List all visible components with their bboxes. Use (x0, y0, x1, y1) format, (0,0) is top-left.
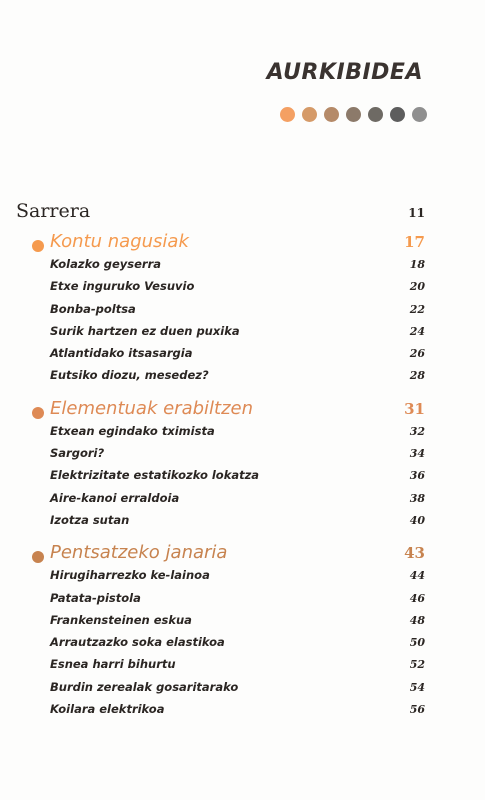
section-bullet-icon (32, 551, 44, 563)
decorative-dot (390, 107, 405, 122)
toc-entry-page: 18 (409, 258, 425, 271)
section-bullet-icon (32, 240, 44, 252)
toc-section-page: 17 (404, 233, 425, 251)
toc-entry[interactable] (16, 680, 425, 702)
toc-entry[interactable] (16, 613, 425, 635)
toc-entry-title: Esnea harri bihurtu (50, 657, 176, 672)
toc-entry-title: Frankensteinen eskua (50, 612, 192, 627)
toc-entry-title: Burdin zerealak gosaritarako (50, 679, 239, 694)
decorative-dot (302, 107, 317, 122)
toc-entry[interactable] (16, 702, 425, 724)
toc-section-page: 43 (404, 544, 425, 563)
toc-entry-intro[interactable] (16, 200, 425, 224)
toc-section-heading[interactable] (16, 231, 425, 257)
toc-entry-title: Etxean egindako tximista (50, 423, 215, 438)
toc-entry-title: Surik hartzen ez duen puxika (50, 323, 240, 338)
toc-entry-page: 28 (409, 369, 425, 383)
toc-entry-title: Koilara elektrikoa (50, 702, 165, 717)
toc-entry-page: 11 (408, 206, 425, 220)
decorative-dot (346, 107, 361, 122)
toc-entry[interactable] (16, 468, 425, 490)
toc-entry-title: Hirugiharrezko ke-lainoa (50, 568, 210, 583)
toc-entry-title: Patata-pistola (50, 590, 141, 605)
toc-entry-page: 36 (409, 469, 425, 483)
toc-section-heading[interactable] (16, 398, 425, 424)
toc-entry[interactable] (16, 346, 425, 368)
toc-entry-title: Aire-kanoi erraldoia (50, 490, 180, 505)
toc-section-heading[interactable] (16, 542, 425, 568)
toc-section-title: Elementuak erabiltzen (50, 397, 254, 419)
toc-entry-page: 48 (409, 613, 425, 627)
page-title: AURKIBIDEA (266, 60, 423, 85)
toc-entry-title: Sargori? (50, 446, 105, 461)
toc-entry-page: 34 (409, 447, 425, 461)
toc-entry-page: 38 (409, 491, 425, 505)
toc-section-title: Kontu nagusiak (50, 231, 189, 252)
toc-entry-title: Eutsiko diozu, mesedez? (50, 368, 209, 383)
toc-entry[interactable] (16, 491, 425, 513)
decorative-dot (324, 107, 339, 122)
toc-entry[interactable] (16, 446, 425, 468)
toc-entry-title: Atlantidako itsasargia (50, 346, 193, 361)
toc-entry-title: Kolazko geyserra (50, 257, 161, 271)
toc-entry[interactable] (16, 568, 425, 590)
toc-entry[interactable] (16, 257, 425, 279)
decorative-dot (368, 107, 383, 122)
toc-entry-title: Sarrera (16, 200, 91, 222)
toc-entry-page: 24 (409, 324, 425, 338)
toc-entry[interactable] (16, 424, 425, 446)
toc-section (16, 542, 425, 724)
toc-section (16, 231, 425, 391)
decorative-dots (280, 107, 427, 122)
toc-entry-page: 20 (409, 280, 425, 294)
toc-entry-page: 46 (409, 591, 425, 605)
toc-entry-page: 54 (409, 680, 425, 694)
toc-entry-title: Bonba-poltsa (50, 301, 136, 316)
section-bullet-icon (32, 407, 44, 419)
toc-entry-page: 52 (409, 658, 425, 672)
toc-section-page: 31 (404, 399, 425, 418)
table-of-contents (16, 200, 425, 724)
toc-entry-page: 32 (409, 424, 425, 438)
toc-entry[interactable] (16, 591, 425, 613)
toc-entry-page: 40 (409, 513, 425, 527)
toc-entry-title: Arrautzazko soka elastikoa (50, 635, 225, 650)
toc-section (16, 398, 425, 535)
toc-entry[interactable] (16, 513, 425, 535)
toc-entry-page: 26 (409, 347, 425, 361)
toc-entry-title: Etxe inguruko Vesuvio (50, 279, 195, 294)
toc-entry-page: 22 (409, 302, 425, 316)
toc-entry[interactable] (16, 324, 425, 346)
toc-entry[interactable] (16, 302, 425, 324)
toc-entry[interactable] (16, 279, 425, 301)
toc-entry-page: 44 (409, 569, 425, 583)
toc-entry-title: Elektrizitate estatikozko lokatza (50, 468, 260, 483)
toc-entry[interactable] (16, 635, 425, 657)
decorative-dot (412, 107, 427, 122)
decorative-dot (280, 107, 295, 122)
toc-entry[interactable] (16, 657, 425, 679)
toc-entry-page: 56 (409, 703, 425, 717)
toc-entry-title: Izotza sutan (50, 512, 130, 527)
toc-entry-page: 50 (409, 636, 425, 650)
toc-section-title: Pentsatzeko janaria (50, 542, 228, 564)
toc-entry[interactable] (16, 368, 425, 390)
